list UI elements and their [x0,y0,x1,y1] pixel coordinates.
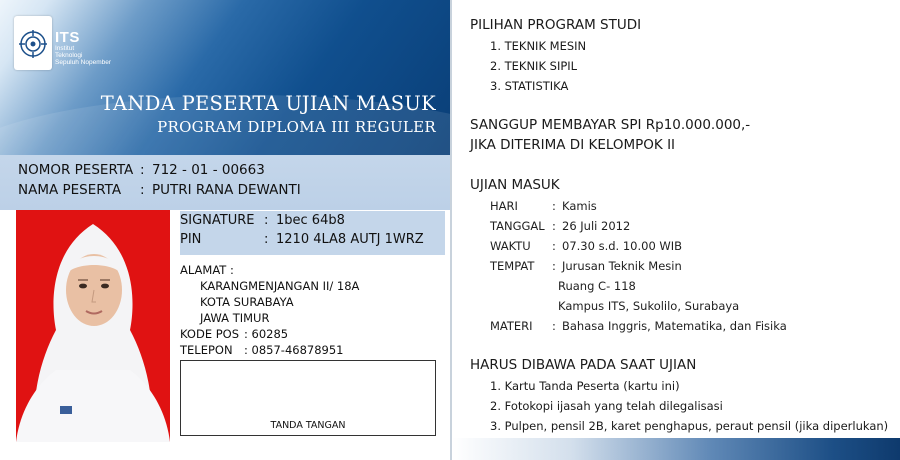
exam-subjects-label: MATERI [490,319,533,333]
address-line: JAWA TIMUR [200,311,270,325]
exam-place-label: TEMPAT [490,259,535,273]
separator: : [552,239,556,253]
card-subtitle: PROGRAM DIPLOMA III REGULER [157,118,436,136]
bring-items-heading: HARUS DIBAWA PADA SAAT UJIAN [470,357,697,373]
participant-number-label: NOMOR PESERTA [18,162,134,178]
postal-code-value: : 60285 [244,327,289,341]
exam-date-value: 26 Juli 2012 [562,219,631,233]
participant-photo [16,210,170,442]
card-header [0,0,450,155]
bring-item: 2. Fotokopi ijasah yang telah dilegalisasi [490,399,723,413]
exam-place-row [490,259,682,273]
logo-line: Institut [55,45,75,52]
exam-day-value: Kamis [562,199,597,213]
phone-value: : 0857-46878951 [244,343,344,357]
phone-label: TELEPON [180,343,233,357]
address-label: ALAMAT : [180,263,234,277]
its-emblem-icon [14,16,52,70]
exam-date-row [490,219,630,233]
exam-place-value: Jurusan Teknik Mesin [562,259,682,273]
signature-box-label: TANDA TANGAN [270,420,346,431]
exam-day-row [490,199,597,213]
separator: : [140,182,145,198]
separator: : [264,213,269,228]
separator: : [552,319,556,333]
participant-name-label: NAMA PESERTA [18,182,122,198]
institution-logo-text [55,30,111,66]
bring-item: 3. Pulpen, pensil 2B, karet penghapus, peraut pensil (jika diperlukan) [490,419,889,433]
pin-label: PIN [180,232,202,247]
fee-statement-line: JIKA DITERIMA DI KELOMPOK II [470,137,676,153]
exam-time-value: 07.30 s.d. 10.00 WIB [562,239,683,253]
signature-code-value: 1bec 64b8 [276,213,345,228]
exam-card-back [452,0,900,460]
separator: : [552,199,556,213]
card-title: TANDA PESERTA UJIAN MASUK [100,92,436,115]
participant-number-row [18,162,265,178]
address-line: KOTA SURABAYA [200,295,294,309]
exam-subjects-row [490,319,787,333]
separator: : [140,162,145,178]
exam-place-room: Ruang C- 118 [558,279,636,293]
signature-box [180,360,436,436]
logo-abbreviation: ITS [55,29,80,46]
pin-value: 1210 4LA8 AUTJ 1WRZ [276,232,424,247]
program-item: 3. STATISTIKA [490,79,569,93]
separator: : [552,219,556,233]
participant-number-value: 712 - 01 - 00663 [152,162,265,178]
exam-heading: UJIAN MASUK [470,177,560,193]
separator: : [552,259,556,273]
phone-row [180,342,445,358]
participant-name-row [18,182,301,198]
footer-gradient-bar [452,438,900,460]
address-line: KARANGMENJANGAN II/ 18A [200,279,360,293]
exam-time-row [490,239,682,253]
postal-code-row [180,326,445,342]
signature-code-label: SIGNATURE [180,213,255,228]
logo-line: Teknologi [55,52,83,59]
fee-statement-line: SANGGUP MEMBAYAR SPI Rp10.000.000,- [470,117,751,133]
participant-name-value: PUTRI RANA DEWANTI [152,182,301,198]
exam-time-label: WAKTU [490,239,531,253]
address-block [180,262,445,358]
bring-item: 1. Kartu Tanda Peserta (kartu ini) [490,379,680,393]
participant-info-band [0,155,450,210]
signature-code-row [180,213,345,228]
separator: : [264,232,269,247]
exam-subjects-value: Bahasa Inggris, Matematika, dan Fisika [562,319,787,333]
program-choice-heading: PILIHAN PROGRAM STUDI [470,17,642,33]
pin-row [180,232,424,247]
postal-code-label: KODE POS [180,327,240,341]
credentials-block [180,211,445,255]
exam-date-label: TANGGAL [490,219,545,233]
program-item: 2. TEKNIK SIPIL [490,59,578,73]
exam-day-label: HARI [490,199,518,213]
logo-line: Sepuluh Nopember [55,59,112,66]
exam-place-campus: Kampus ITS, Sukolilo, Surabaya [558,299,740,313]
program-item: 1. TEKNIK MESIN [490,39,587,53]
